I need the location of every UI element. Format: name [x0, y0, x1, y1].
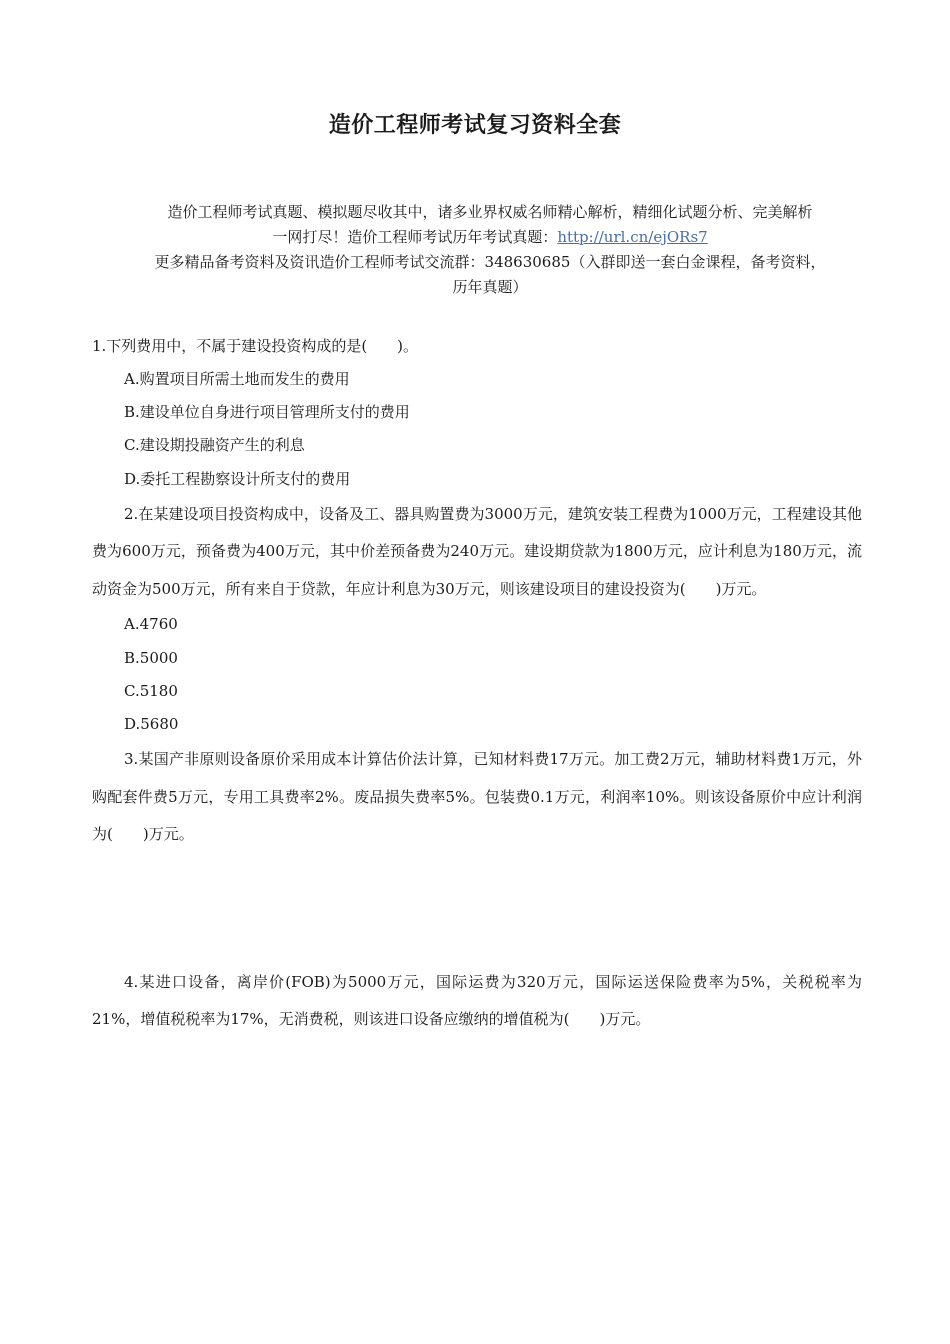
question-1-option-a: A.购置项目所需土地而发生的费用: [124, 370, 350, 388]
question-2-text: 2.在某建设项目投资构成中，设备及工、器具购置费为3000万元，建筑安装工程费为1000万元，工程建设其他费为600万元，预备费为400万元，其中价差预备费为240万元。建设期贷款为1800万元，应计利息为180万元，流动资金为500万元，所有来自于贷款，年应计利息为30万元，则该建设项目的建设投资为( )万元。: [92, 504, 862, 598]
intro-line-2-text: 一网打尽！造价工程师考试历年考试真题：: [272, 228, 558, 246]
blank-space: [92, 854, 862, 964]
question-2-option-d: D.5680: [124, 714, 179, 733]
question-3-text: 3.某国产非原则设备原价采用成本计算估价法计算，已知材料费17万元。加工费2万元，辅助材料费1万元，外购配套件费5万元，专用工具费率2%。废品损失费率5%。包装费0.1万元，利润率10%。则该设备原价中应计利润为( )万元。: [92, 750, 862, 844]
document-title: 造价工程师考试复习资料全套: [328, 112, 622, 138]
question-2-option-a: A.4760: [124, 615, 178, 634]
question-1-option-d: D.委托工程勘察设计所支付的费用: [124, 469, 351, 488]
question-1-option-b: B.建设单位自身进行项目管理所支付的费用: [124, 403, 410, 422]
intro-line-2: [118, 225, 862, 250]
question-1-text: 1.下列费用中，不属于建设投资构成的是( )。: [92, 337, 419, 355]
intro-block: [118, 200, 862, 300]
intro-line-1: 造价工程师考试真题、模拟题尽收其中，诸多业界权威名师精心解析，精细化试题分析、完美解析: [167, 203, 813, 221]
intro-line-3: 更多精品备考资料及资讯造价工程师考试交流群：348630685（入群即送一套白金课程，备考资料，: [154, 253, 826, 271]
question-2-option-c: C.5180: [124, 681, 178, 700]
exam-link[interactable]: http://url.cn/ejORs7: [557, 228, 708, 246]
questions-content: [92, 329, 862, 1039]
question-4-text: 4.某进口设备，离岸价(FOB)为5000万元，国际运费为320万元，国际运送保险费率为5%，关税税率为21%，增值税税率为17%，无消费税，则该进口设备应缴纳的增值税为( )万元。: [92, 972, 862, 1029]
intro-line-4: 历年真题）: [452, 278, 528, 296]
question-2-option-b: B.5000: [124, 648, 178, 667]
question-1-option-c: C.建设期投融资产生的利息: [124, 436, 305, 455]
